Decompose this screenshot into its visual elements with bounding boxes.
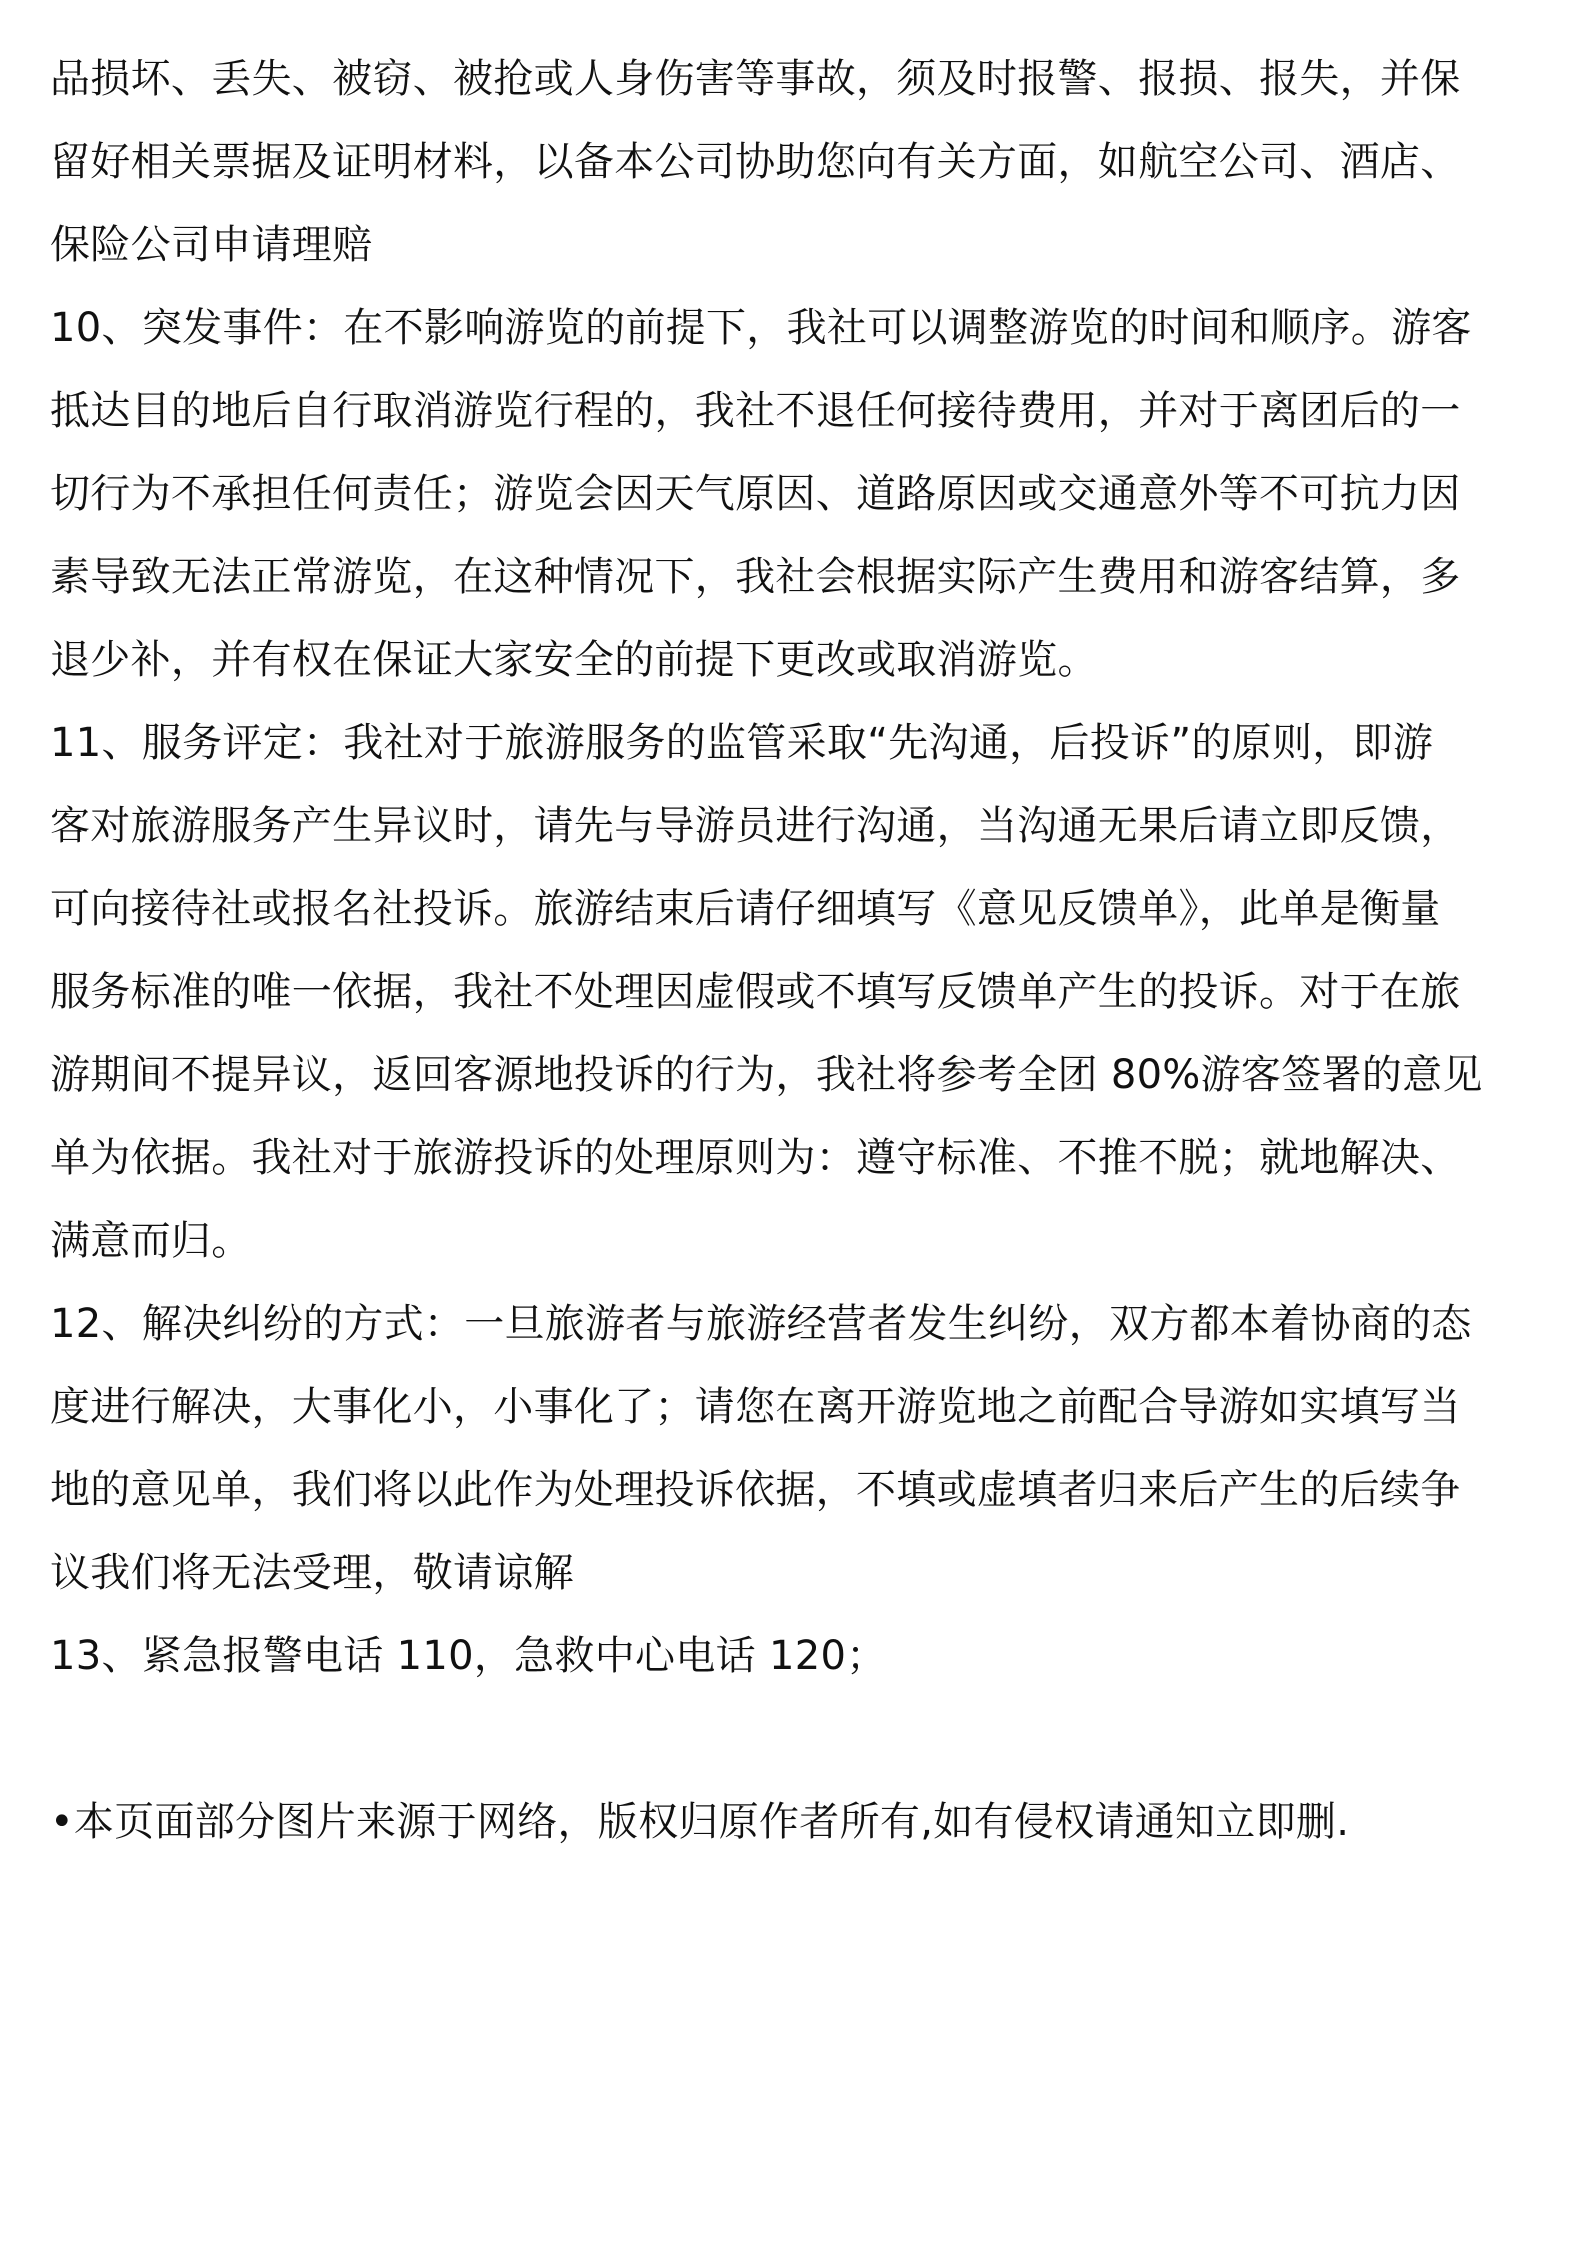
text-line: 保险公司申请理赔 — [50, 222, 373, 268]
text-line: 议我们将无法受理，敬请谅解 — [50, 1550, 574, 1596]
text-line: 12、解决纠纷的方式：一旦旅游者与旅游经营者发生纠纷，双方都本着协商的态 — [50, 1301, 1472, 1347]
text-line: 10、突发事件：在不影响游览的前提下，我社可以调整游览的时间和顺序。游客 — [50, 305, 1472, 351]
blank-line — [50, 1698, 1550, 1781]
text-line: 客对旅游服务产生异议时，请先与导游员进行沟通，当沟通无果后请立即反馈， — [50, 803, 1461, 849]
text-line: 品损坏、丢失、被窃、被抢或人身伤害等事故，须及时报警、报损、报失，并保 — [50, 56, 1461, 102]
text-line: 地的意见单，我们将以此作为处理投诉依据，不填或虚填者归来后产生的后续争 — [50, 1467, 1461, 1513]
document-body — [50, 38, 1550, 1864]
text-line: 单为依据。我社对于旅游投诉的处理原则为：遵守标准、不推不脱；就地解决、 — [50, 1135, 1461, 1181]
text-line: 13、紧急报警电话 110，急救中心电话 120； — [50, 1633, 887, 1679]
text-line: 抵达目的地后自行取消游览行程的，我社不退任何接待费用，并对于离团后的一 — [50, 388, 1461, 434]
text-line: 11、服务评定：我社对于旅游服务的监管采取“先沟通，后投诉”的原则，即游 — [50, 720, 1434, 766]
text-line: 素导致无法正常游览，在这种情况下，我社会根据实际产生费用和游客结算，多 — [50, 554, 1461, 600]
text-line: 切行为不承担任何责任；游览会因天气原因、道路原因或交通意外等不可抗力因 — [50, 471, 1461, 517]
copyright-notice: •本页面部分图片来源于网络，版权归原作者所有,如有侵权请通知立即删. — [50, 1799, 1350, 1845]
text-line: 可向接待社或报名社投诉。旅游结束后请仔细填写《意见反馈单》，此单是衡量 — [50, 886, 1441, 932]
text-line: 游期间不提异议，返回客源地投诉的行为，我社将参考全团 80%游客签署的意见 — [50, 1052, 1483, 1098]
text-line: 度进行解决，大事化小，小事化了；请您在离开游览地之前配合导游如实填写当 — [50, 1384, 1461, 1430]
text-line: 留好相关票据及证明材料，以备本公司协助您向有关方面，如航空公司、酒店、 — [50, 139, 1461, 185]
text-line: 服务标准的唯一依据，我社不处理因虚假或不填写反馈单产生的投诉。对于在旅 — [50, 969, 1461, 1015]
text-line: 满意而归。 — [50, 1218, 252, 1264]
text-line: 退少补，并有权在保证大家安全的前提下更改或取消游览。 — [50, 637, 1098, 683]
